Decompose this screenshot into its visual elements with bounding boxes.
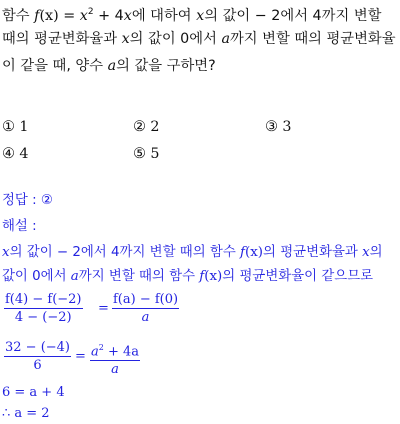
question-line-3: 이 같을 때, 양수 a의 값을 구하면? bbox=[2, 58, 216, 74]
equation-2-right-fraction: $a^2 + 4a$ a bbox=[91, 343, 140, 378]
equation-1-equals: = bbox=[98, 301, 109, 316]
equation-2-equals: = bbox=[75, 349, 86, 364]
option-1[interactable]: ① 1 bbox=[2, 119, 29, 135]
explanation-line-2: 값이 0에서 a까지 변할 때의 함수 f(x)의 평균변화율이 같으므로 bbox=[2, 269, 374, 284]
option-5[interactable]: ⑤ 5 bbox=[133, 146, 160, 162]
answer-label: 정답 : ② bbox=[2, 193, 53, 208]
explanation-line-1: x의 값이 − 2에서 4까지 변할 때의 함수 f(x)의 평균변화율과 x의 bbox=[2, 245, 383, 260]
option-4[interactable]: ④ 4 bbox=[2, 146, 29, 162]
question-line-2: 때의 평균변화율과 x의 값이 0에서 a까지 변할 때의 평균변화율 bbox=[2, 31, 396, 47]
equation-1-left-fraction: f(4) − f(−2) 4 − (−2) bbox=[5, 292, 82, 325]
option-3[interactable]: ③ 3 bbox=[265, 119, 292, 135]
equation-2-left-fraction: 32 − (−4) 6 bbox=[5, 340, 71, 373]
explanation-header: 해설 : bbox=[2, 219, 37, 234]
question-line-1: 함수 $f(x) = x^2 + 4x$에 대하여 x의 값이 − 2에서 4까지 변할 bbox=[2, 7, 382, 24]
option-2[interactable]: ② 2 bbox=[133, 119, 160, 135]
equation-4: ∴ a = 2 bbox=[2, 406, 50, 421]
equation-3: 6 = a + 4 bbox=[2, 385, 65, 400]
equation-1-right-fraction: f(a) − f(0) a bbox=[113, 292, 179, 325]
